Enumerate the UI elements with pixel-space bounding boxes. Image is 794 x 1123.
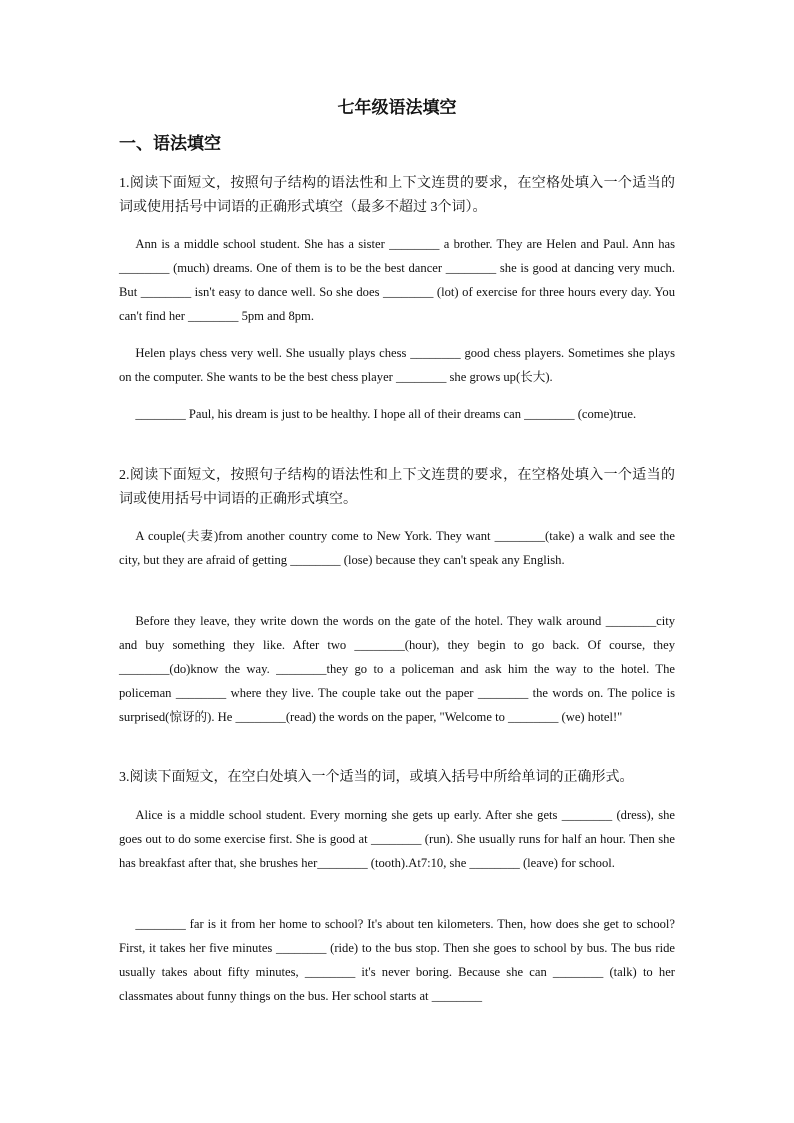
exercise-2-paragraph-1: A couple(夫妻)from another country come to New York. They want ________(take) a walk and see the city, but they are afraid of getting ________ (lose) because they can't speak any English. <box>119 529 675 567</box>
exercise-3-paragraph-1: Alice is a middle school student. Every morning she gets up early. After she gets ________ (dress), she goes out to do some exercise first. She is good at ________ (run). She usually runs for half an hour. Then she has breakfast after that, she brushes her________ (tooth).At7:10, she ________ (leave) for school. <box>119 808 675 870</box>
section-heading: 一、语法填空 <box>119 134 221 153</box>
exercise-2-paragraph-2: Before they leave, they write down the words on the gate of the hotel. They walk around ________city and buy something they like. After two ________(hour), they begin to go back. Of course, they ________(do)know the way. ________they go to a policeman and ask him the way to the hotel. The policeman ________ where they live. The couple take out the paper ________ the words on. The police is surprised(惊讶的). He ________(read) the words on the paper, "Welcome to ________ (we) hotel!" <box>119 614 675 724</box>
exercise-1-paragraph-3: ________ Paul, his dream is just to be healthy. I hope all of their dreams can ________ (come)true. <box>135 407 637 421</box>
exercise-1-instruction: 1.阅读下面短文，按照句子结构的语法性和上下文连贯的要求，在空格处填入一个适当的词或使用括号中词语的正确形式填空（最多不超过 3个词）。 <box>119 176 675 215</box>
exercise-3-instruction: 3.阅读下面短文，在空白处填入一个适当的词，或填入括号中所给单词的正确形式。 <box>119 770 634 785</box>
exercise-1-paragraph-2: Helen plays chess very well. She usually plays chess ________ good chess players. Sometimes she plays on the computer. She wants to be the best chess player ________ she grows up(长大). <box>119 346 675 384</box>
exercise-3-paragraph-2: ________ far is it from her home to school? It's about ten kilometers. Then, how does she get to school? First, it takes her five minutes ________ (ride) to the bus stop. Then she goes to school by bus. The bus ride usually takes about fifty minutes, ________ it's never boring. Because she can ________ (talk) to her classmates about funny things on the bus. Her school starts at ________ <box>119 917 675 1003</box>
exercise-1-paragraph-1: Ann is a middle school student. She has a sister ________ a brother. They are Helen and Paul. Ann has ________ (much) dreams. One of them is to be the best dancer ________ she is good at dancing very much. But ________ isn't easy to dance well. So she does ________ (lot) of exercise for three hours every day. You can't find her ________ 5pm and 8pm. <box>119 237 675 323</box>
document-title: 七年级语法填空 <box>337 98 457 117</box>
exercise-2-instruction: 2.阅读下面短文，按照句子结构的语法性和上下文连贯的要求，在空格处填入一个适当的词或使用括号中词语的正确形式填空。 <box>119 468 675 507</box>
